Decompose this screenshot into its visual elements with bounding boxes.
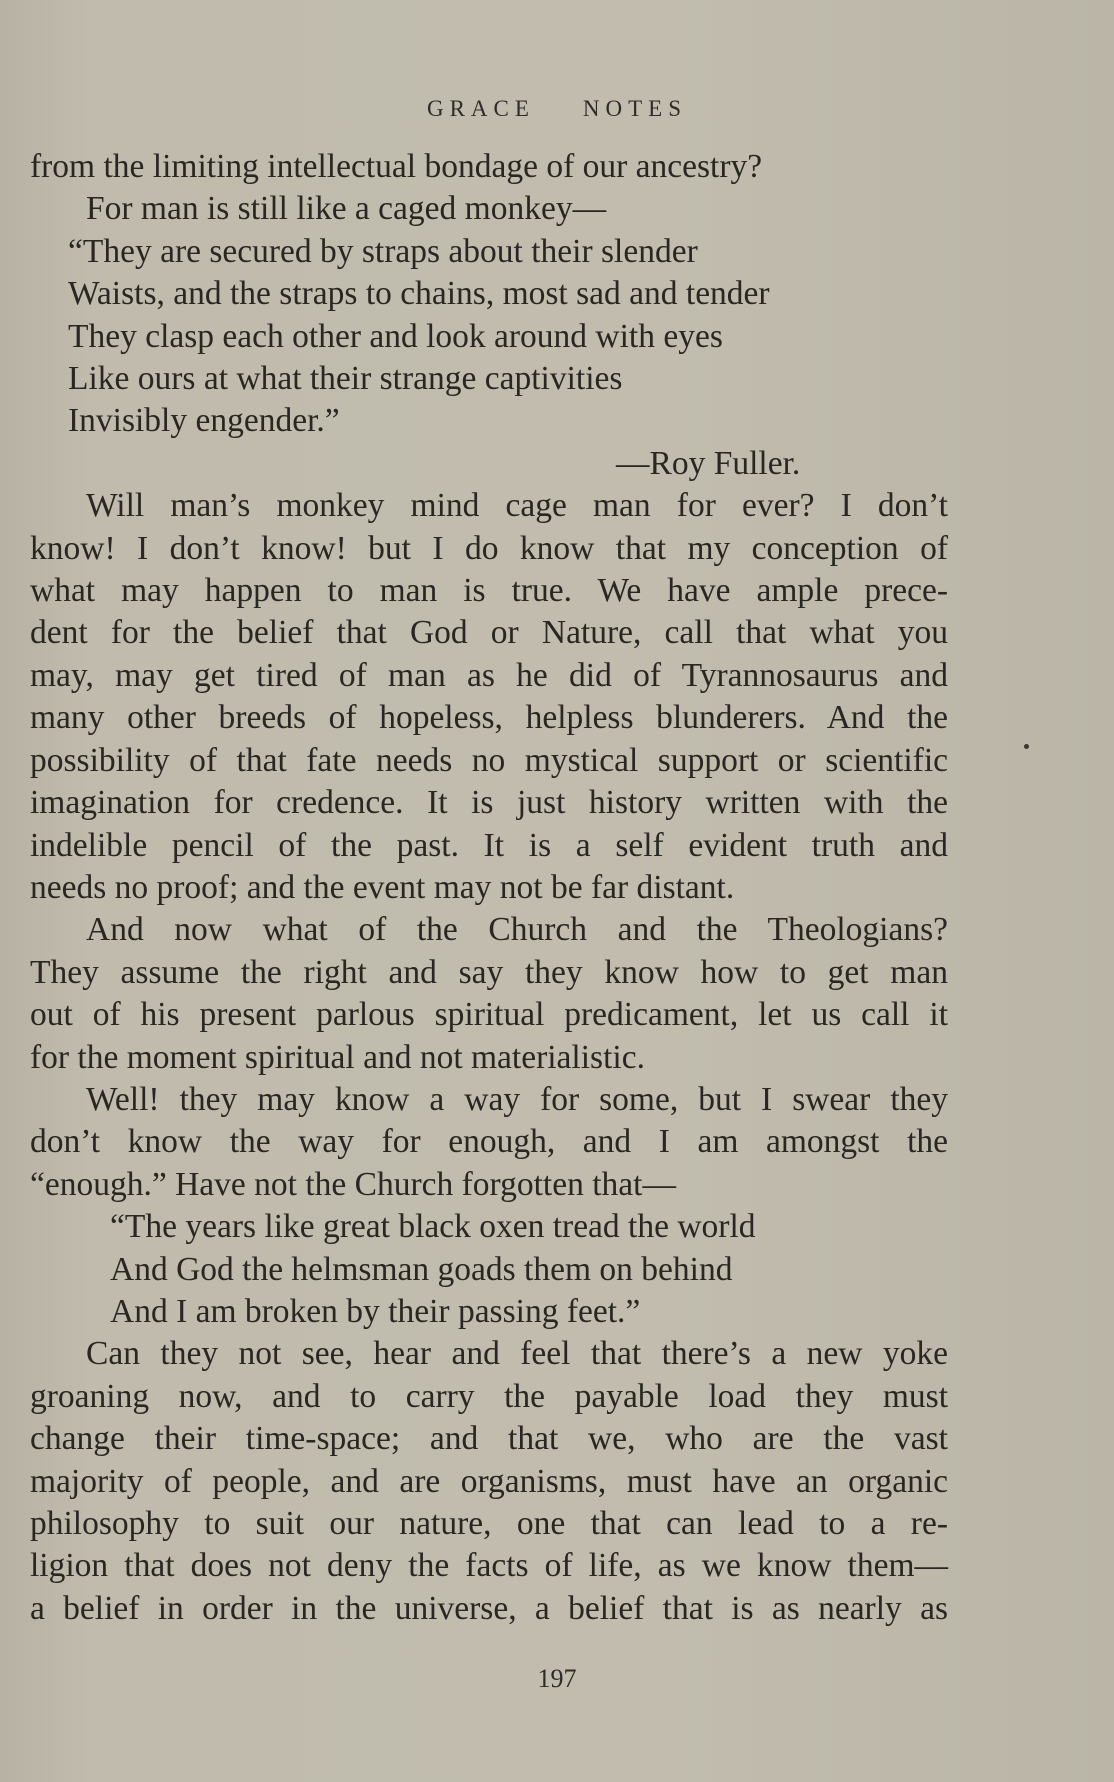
poem-line: Invisibly engender.” <box>68 402 340 440</box>
text-line: Well! they may know a way for some, but I swear they <box>86 1080 948 1118</box>
text-line: dent for the belief that God or Nature, call that what you <box>30 614 948 652</box>
text-line: indelible pencil of the past. It is a self evident truth and <box>30 826 948 864</box>
paper-speck <box>1024 744 1029 749</box>
poem-line: And I am broken by their passing feet.” <box>110 1292 641 1330</box>
attribution: —Roy Fuller. <box>616 444 801 482</box>
text-line: imagination for credence. It is just history written with the <box>30 784 948 822</box>
text-line: what may happen to man is true. We have ample prece- <box>30 572 948 610</box>
text-line: possibility of that fate needs no mystical support or scientific <box>30 741 948 779</box>
text-line: And now what of the Church and the Theologians? <box>86 911 948 949</box>
page-body <box>30 146 948 1630</box>
text-line: for the moment spiritual and not materialistic. <box>30 1038 645 1076</box>
text-line: majority of people, and are organisms, must have an organic <box>30 1462 948 1500</box>
text-line: change their time-space; and that we, who are the vast <box>30 1420 948 1458</box>
poem-line: They clasp each other and look around with eyes <box>68 317 723 355</box>
poem-line: Waists, and the straps to chains, most sad and tender <box>68 275 770 313</box>
text-line: a belief in order in the universe, a belief that is as nearly as <box>30 1589 948 1627</box>
text-line: For man is still like a caged monkey— <box>86 190 607 228</box>
text-line: ligion that does not deny the facts of life, as we know them— <box>30 1547 948 1585</box>
text-line: know! I don’t know! but I do know that my conception of <box>30 529 948 567</box>
page-number: 197 <box>537 1664 577 1693</box>
text-line: They assume the right and say they know how to get man <box>30 953 948 991</box>
text-line: “enough.” Have not the Church forgotten that— <box>30 1165 676 1203</box>
text-line: needs no proof; and the event may not be far distant. <box>30 868 735 906</box>
poem-line: Like ours at what their strange captivities <box>68 360 623 398</box>
text-line: Will man’s monkey mind cage man for ever? I don’t <box>86 487 948 525</box>
running-header <box>0 96 1114 122</box>
running-header-left: GRACE <box>426 96 535 121</box>
running-header-right: NOTES <box>582 96 688 121</box>
text-line: out of his present parlous spiritual predicament, let us call it <box>30 996 948 1034</box>
text-line: philosophy to suit our nature, one that can lead to a re- <box>30 1505 948 1542</box>
text-line: many other breeds of hopeless, helpless blunderers. And the <box>30 699 948 737</box>
poem-line: “They are secured by straps about their slender <box>68 232 698 270</box>
text-line: may, may get tired of man as he did of Tyrannosaurus and <box>30 656 948 694</box>
text-line: don’t know the way for enough, and I am amongst the <box>30 1123 948 1161</box>
text-line: from the limiting intellectual bondage of our ancestry? <box>30 148 763 185</box>
poem-line: “The years like great black oxen tread the world <box>110 1208 756 1246</box>
text-line: groaning now, and to carry the payable load they must <box>30 1377 948 1415</box>
text-line: Can they not see, hear and feel that there’s a new yoke <box>86 1335 948 1373</box>
poem-line: And God the helmsman goads them on behind <box>110 1250 733 1288</box>
